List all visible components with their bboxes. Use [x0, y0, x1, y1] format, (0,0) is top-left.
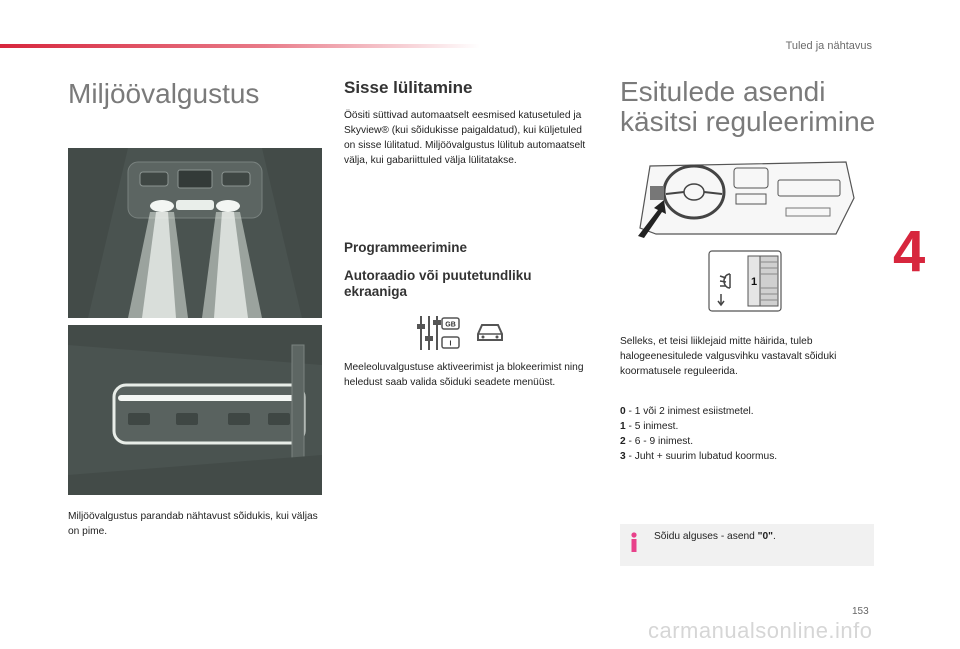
settings-sliders-icon [415, 312, 461, 354]
headlamp-adjust-title-line1: Esitulede asendi [620, 76, 826, 107]
load-level-number: 1 [620, 421, 626, 432]
info-icon [628, 532, 640, 552]
headlamp-adjust-title-line2: käsitsi reguleerimine [620, 106, 876, 137]
tip-note-suffix: . [772, 531, 776, 542]
load-level-text: - 6 - 9 inimest. [625, 436, 694, 447]
tip-note [620, 524, 874, 566]
ceiling-lights-illustration [68, 148, 322, 318]
wheel-position-value: 1 [750, 276, 758, 288]
load-level-number: 2 [620, 436, 626, 447]
load-level-item [620, 434, 874, 449]
language-badge-gb: GB [445, 321, 456, 329]
load-level-text: - Juht + suurim lubatud koormus. [625, 451, 778, 462]
vehicle-settings-icon [474, 320, 506, 344]
ambient-lighting-caption: Miljöövalgustus parandab nähtavust sõidukis, kui väljas on pime. [68, 511, 318, 537]
load-level-text: - 5 inimest. [625, 421, 679, 432]
ambient-lighting-title: Miljöövalgustus [68, 78, 260, 109]
tip-note-value: "0" [757, 531, 773, 542]
running-header: Tuled ja nähtavus [785, 40, 872, 52]
headlamp-level-wheel[interactable] [708, 250, 782, 312]
language-badge-i: I [449, 340, 452, 348]
ceiling-lights-photo [68, 148, 322, 318]
chapter-number: 4 [893, 219, 926, 284]
load-level-number: 0 [620, 406, 626, 417]
header-accent-bar [0, 44, 480, 48]
load-level-item [620, 404, 874, 419]
switch-on-heading: Sisse lülitamine [344, 78, 473, 97]
radio-touchscreen-text: Meeleoluvalgustuse aktiveerimist ja blokeerimist ning heledust saab valida sõiduki seadete menüüst. [344, 362, 584, 388]
load-level-item [620, 449, 874, 464]
load-level-text: - 1 või 2 inimest esiistmetel. [625, 406, 754, 417]
load-levels-list [620, 404, 874, 464]
page-number: 153 [852, 606, 869, 617]
skyview-ambient-photo [68, 325, 322, 495]
switch-on-text: Öösiti süttivad automaatselt eesmised katusetuled ja Skyview® (kui sõidukisse paigaldatud), kui küljetuled on sisse lülitatud. Miljöövalgustus lülitub automaatselt välja, kui gabariittuled välja lülitatakse. [344, 110, 586, 166]
programming-heading: Programmeerimine [344, 240, 468, 255]
radio-touchscreen-heading: Autoraadio või puutetundliku ekraaniga [344, 268, 532, 299]
headlamp-intro-text: Selleks, et teisi liiklejaid mitte häirida, tuleb halogeenesitulede valgusvihku vastavalt sõiduki koormatusele reguleerida. [620, 336, 837, 377]
load-level-item [620, 419, 874, 434]
skyview-ambient-illustration [68, 325, 322, 495]
tip-note-prefix: Sõidu alguses - asend [654, 531, 758, 542]
tip-note-text [654, 531, 776, 542]
watermark: carmanualsonline.info [648, 618, 873, 643]
load-level-number: 3 [620, 451, 626, 462]
dashboard-illustration [636, 158, 858, 238]
